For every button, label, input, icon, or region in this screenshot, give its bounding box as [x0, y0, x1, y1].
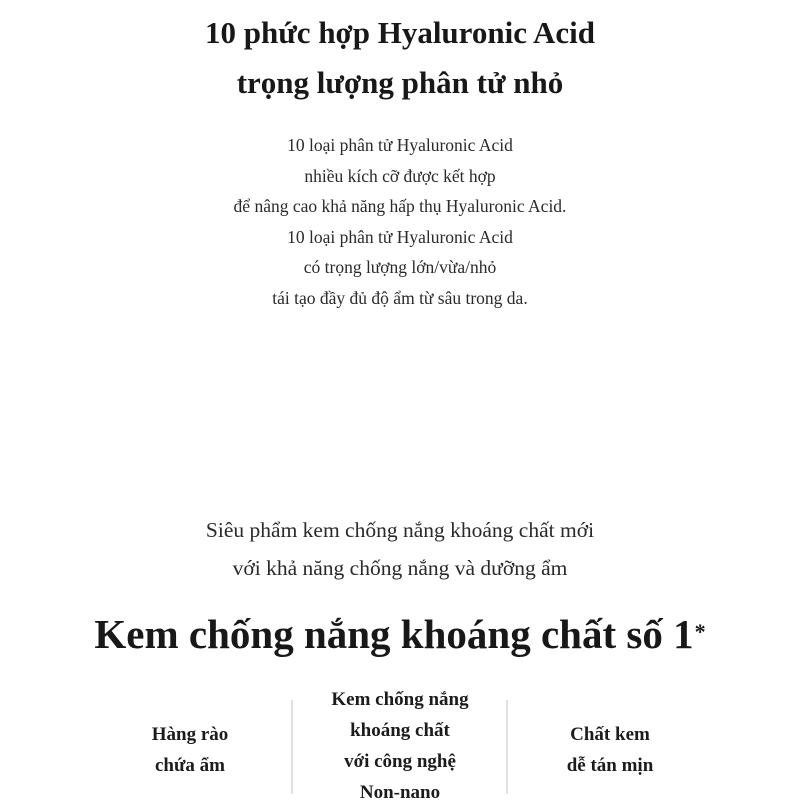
headline-text: Kem chống nắng khoáng chất số 1 — [94, 611, 694, 657]
title-line-2: trọng lượng phân tử nhỏ — [236, 65, 564, 100]
description-line-6: tái tạo đầy đủ độ ẩm từ sâu trong da. — [272, 287, 528, 308]
feature-3-line-1: Chất kem — [570, 724, 650, 745]
feature-easy-spread — [515, 696, 705, 804]
description-paragraph — [0, 130, 800, 313]
feature-row — [0, 689, 800, 803]
feature-1-line-1: Hàng rào — [151, 724, 229, 745]
title-line-1: 10 phức hợp Hyaluronic Acid — [204, 15, 596, 50]
feature-1-line-2: chứa ẩm — [155, 755, 225, 776]
section-title — [0, 8, 800, 108]
feature-3-line-2: dễ tán mịn — [566, 755, 654, 776]
feature-moisture-barrier — [95, 696, 285, 804]
description-line-4: 10 loại phân tử Hyaluronic Acid — [287, 226, 513, 247]
intro-line-1: Siêu phẩm kem chống nắng khoáng chất mới — [205, 518, 595, 542]
description-line-3: để nâng cao khả năng hấp thụ Hyaluronic Acid. — [233, 196, 567, 216]
intro-text — [0, 511, 800, 587]
feature-divider-1 — [291, 700, 293, 794]
feature-2-line-3: với công nghệ — [344, 751, 456, 772]
feature-2-line-4: Non-nano — [359, 782, 441, 803]
description-line-5: có trọng lượng lớn/vừa/nhỏ — [303, 257, 497, 277]
description-line-2: nhiều kích cỡ được kết hợp — [304, 165, 496, 186]
feature-non-nano — [300, 689, 500, 803]
feature-divider-2 — [506, 700, 508, 794]
description-line-1: 10 loại phân tử Hyaluronic Acid — [287, 135, 513, 155]
product-headline — [0, 606, 800, 662]
feature-2-line-2: khoáng chất — [350, 720, 450, 741]
feature-2-line-1: Kem chống nắng — [331, 689, 469, 710]
footnote-asterisk: * — [694, 619, 706, 644]
intro-line-2: với khả năng chống nắng và dưỡng ẩm — [232, 556, 568, 580]
